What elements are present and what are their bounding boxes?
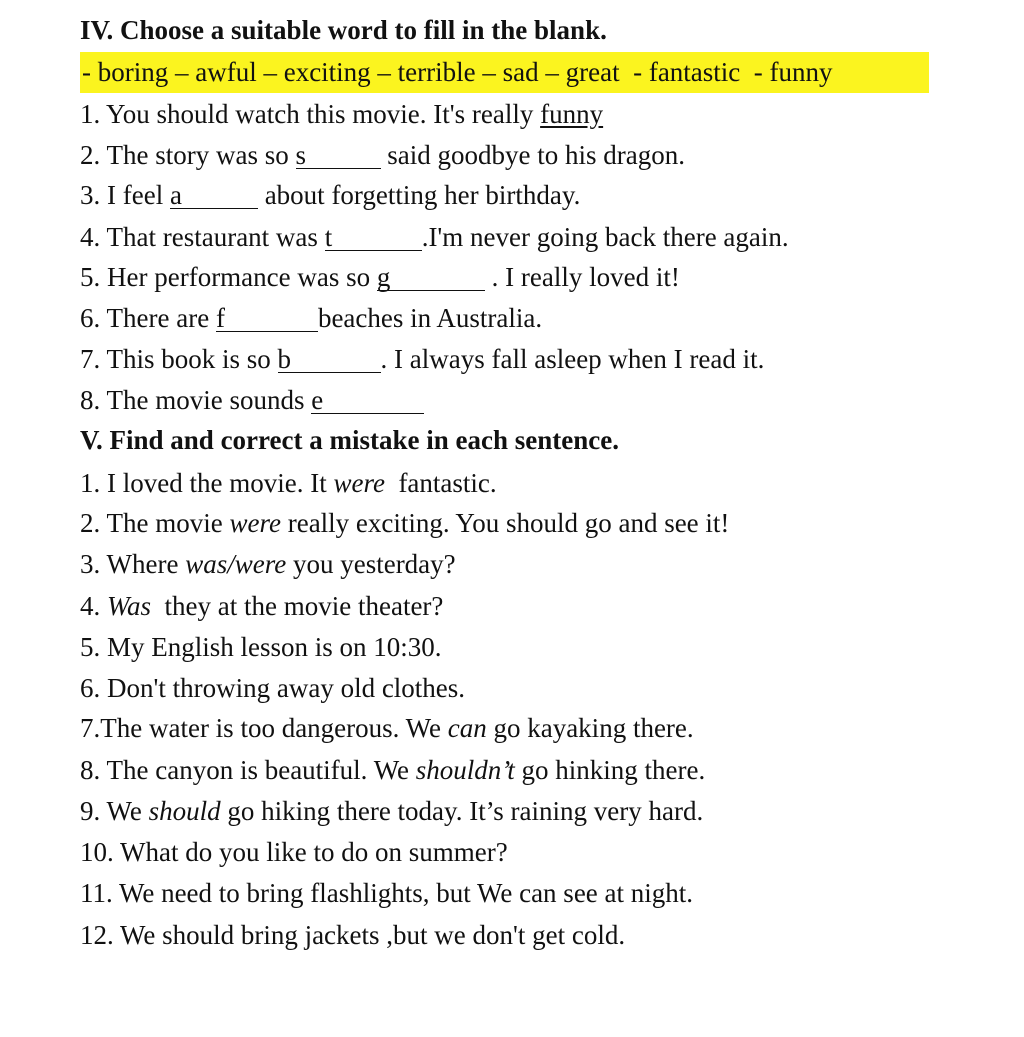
fill-answer: funny [540, 99, 604, 129]
correction-item-9: 9. We should go hiking there today. It’s raining very hard. [80, 796, 704, 826]
fill-item-7: 7. This book is so b . I always fall asleep when I read it. [80, 344, 765, 374]
correction-item-12: 12. We should bring jackets ,but we don't get cold. [80, 920, 626, 950]
word-bank: - boring – awful – exciting – terrible – sad – great - fantastic - funny [80, 52, 929, 93]
correction-item-11: 11. We need to bring flashlights, but We can see at night. [80, 878, 694, 908]
fill-item-3: 3. I feel a about forgetting her birthday. [80, 180, 581, 210]
fill-item-1: 1. You should watch this movie. It's really funny [80, 99, 604, 129]
correction-item-4: 4. Was they at the movie theater? [80, 591, 444, 621]
fill-item-5: 5. Her performance was so g . I really loved it! [80, 262, 680, 292]
correction-item-10: 10. What do you like to do on summer? [80, 837, 508, 867]
fill-item-2: 2. The story was so s said goodbye to his dragon. [80, 140, 685, 170]
fill-blank[interactable]: f [216, 305, 318, 332]
fill-item-6: 6. There are f beaches in Australia. [80, 303, 543, 333]
fill-blank[interactable]: g [377, 264, 485, 291]
correction-item-6: 6. Don't throwing away old clothes. [80, 673, 466, 703]
correction-item-2: 2. The movie were really exciting. You should go and see it! [80, 508, 730, 538]
fill-blank[interactable]: a [170, 182, 258, 209]
section-5-heading: V. Find and correct a mistake in each sentence. [80, 425, 619, 455]
correction-item-7: 7.The water is too dangerous. We can go kayaking there. [80, 713, 694, 743]
fill-blank[interactable]: b [278, 346, 381, 373]
correction-item-3: 3. Where was/were you yesterday? [80, 549, 456, 579]
fill-blank[interactable]: s [296, 142, 381, 169]
fill-blank[interactable]: e [311, 387, 424, 414]
correction-item-5: 5. My English lesson is on 10:30. [80, 632, 442, 662]
fill-item-8: 8. The movie sounds e [80, 384, 424, 416]
fill-item-4: 4. That restaurant was t .I'm never going back there again. [80, 222, 789, 252]
fill-blank[interactable]: t [325, 224, 422, 251]
section-4-heading: IV. Choose a suitable word to fill in the blank. [80, 15, 607, 45]
correction-item-1: 1. I loved the movie. It were fantastic. [80, 468, 497, 498]
correction-item-8: 8. The canyon is beautiful. We shouldn’t go hinking there. [80, 755, 706, 785]
